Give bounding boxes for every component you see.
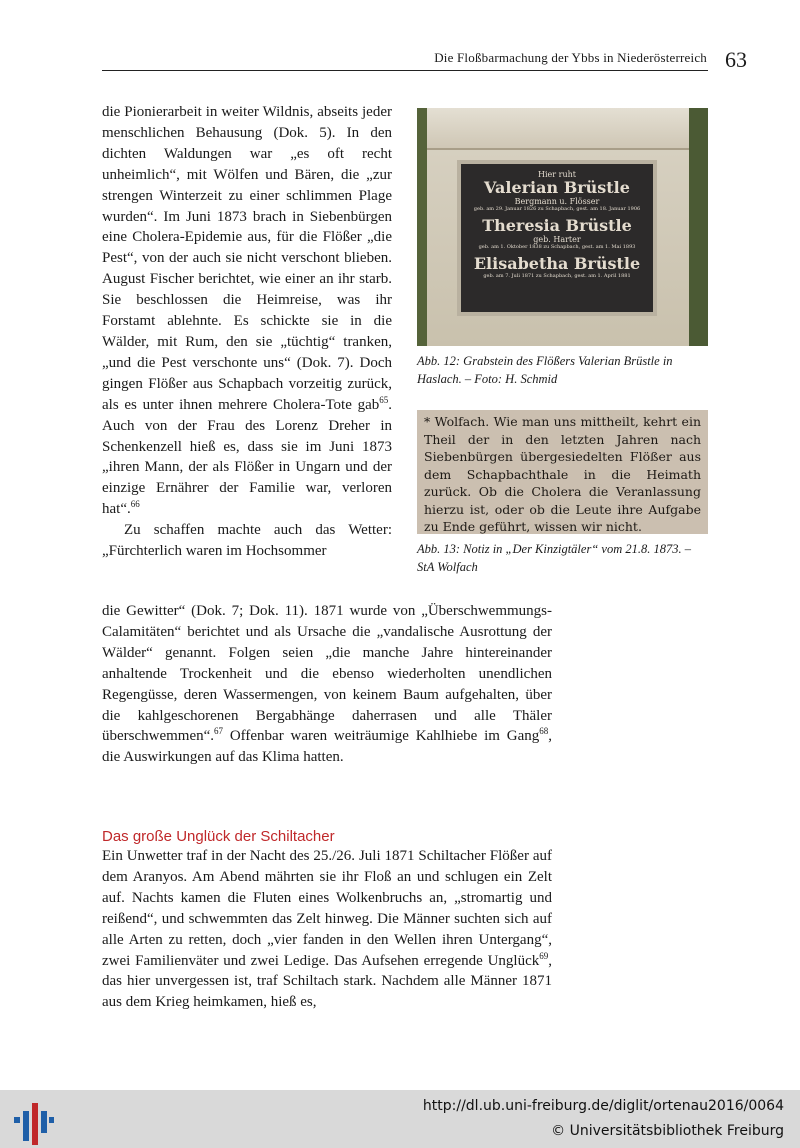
- footnote-ref[interactable]: 67: [214, 726, 224, 737]
- running-header-title: Die Floßbarmachung der Ybbs in Niederösterreich: [434, 50, 707, 65]
- paragraph: Ein Unwetter traf in der Nacht des 25./26. Juli 1871 Schiltacher Flößer auf dem Aranyos. Am Abend mährten sie ihr Floß an und schlugen ein Zelt auf. Nachts kamen die Fluten eines Wolkenbruchs an, „stromartig und reißend“, und schwemmten das Zelt hinweg. Die Männer suchten sich auf alle Arten zu retten, doch „vier fanden in den Wellen ihren Untergang“, zwei Familienväter und zwei Ledige. Das Aufsehen erregende Unglück$^{69}$, das hier unvergessen ist, traf Schiltach stark. Nachdem alle Männer 1871 aus dem Krieg heimkamen, hieß es,: [102, 848, 552, 1011]
- figure-caption: Abb. 12: Grabstein des Flößers Valerian Brüstle in Haslach. – Foto: H. Schmid: [417, 354, 673, 386]
- footnote-ref[interactable]: 69: [539, 950, 549, 961]
- body-column-narrow: [102, 102, 392, 562]
- gravestone-plaque: Hier ruht Valerian Brüstle Bergmann u. Flösser geb. am 29. Januar 1826 zu Schapbach, gest. am 18. Januar 1906 Theresia Brüstle geb. Harter geb. am 1. Oktober 1838 zu Schapbach, gest. am 1. Mai 1893 Elisabetha Brüstle geb. am 7. Juli 1871 zu Schapbach, gest. am 1. April 1881: [457, 160, 657, 316]
- digital-library-link[interactable]: http://dl.ub.uni-freiburg.de/diglit/ortenau2016/0064: [422, 1098, 784, 1114]
- gravestone: [427, 108, 689, 346]
- copyright-notice: © Universitätsbibliothek Freiburg: [551, 1123, 784, 1139]
- paragraph: Zu schaffen machte auch das Wetter: „Fürchterlich waren im Hochsommer: [102, 522, 392, 560]
- footnote-ref[interactable]: 65: [379, 394, 389, 405]
- newspaper-clipping: * Wolfach. Wie man uns mittheilt, kehrt ein Theil der in den letzten Jahren nach Siebenbürgen übergesiedelten Flößer aus dem Schapbachthale in die Heimath zurück. Ob die Cholera die Veranlassung hierzu ist, oder ob die Leute ihre Aufgabe zu Ende geführt, wissen wir nicht.: [417, 410, 708, 534]
- section-body: [102, 846, 552, 1013]
- library-logo-icon: [14, 1099, 54, 1145]
- body-column-wide: [102, 601, 552, 768]
- footnote-ref[interactable]: 68: [539, 726, 549, 737]
- library-footer: [0, 1090, 800, 1148]
- header-rule: [102, 70, 708, 71]
- paragraph: die Gewitter“ (Dok. 7; Dok. 11). 1871 wurde von „Überschwemmungs-Calamitäten“ berichtet und als Ursache die „vandalische Ausrottung der Wälder“ genannt. Folgen seien „die manche Jahre hintereinander anhaltende Trockenheit und die ebenso wiederholten unendlichen Regengüsse, deren Wassermengen, von keinem Baum aufgehalten, über die kahlgeschorenen Bergabhänge daherrasen und alle Thäler überschwemmen“.$^{67}$ Offenbar waren weiträumige Kahlhiebe im Gang$^{68}$, die Auswirkungen auf das Klima hatten.: [102, 603, 552, 766]
- gravestone-photo: [417, 108, 708, 346]
- page-number: 63: [725, 47, 747, 72]
- footnote-ref[interactable]: 66: [130, 499, 140, 510]
- figure-caption: Abb. 13: Notiz in „Der Kinzigtäler“ vom 21.8. 1873. – StA Wolfach: [417, 542, 691, 574]
- section-heading: Das große Unglück der Schiltacher: [102, 828, 335, 846]
- paragraph: die Pionierarbeit in weiter Wildnis, abseits jeder menschlichen Behausung (Dok. 5). In den dichten Waldungen war „es oft recht unheimlich“, mit Wölfen und Bären, die „zur strengen Winterzeit zu einer schlimmen Plage wurden“. Im Juni 1873 brach in Siebenbürgen eine Cholera-Epidemie aus, für die Flößer „die Pest“, von der auch sie nicht verschont blieben. August Fischer berichtet, wie einer an ihr starb. Sie beschlossen die Heimreise, was ihr Forstamt ablehnte. Es schickte sie in die Wälder, mit Rum, den sie „tüchtig“ tranken, „und die Pest verschonte uns“ (Dok. 7). Doch gingen Flößer aus Schapbach vorzeitig zurück, als es unter ihnen mehrere Cholera-Tote gab$^{65}$. Auch von der Frau des Lorenz Dreher in Schenkenzell hieß es, dass sie im Juni 1873 „ihren Mann, der als Flößer in Ungarn und der einzige Ernährer der Familie war, verloren hat“.$^{66}$: [102, 104, 392, 518]
